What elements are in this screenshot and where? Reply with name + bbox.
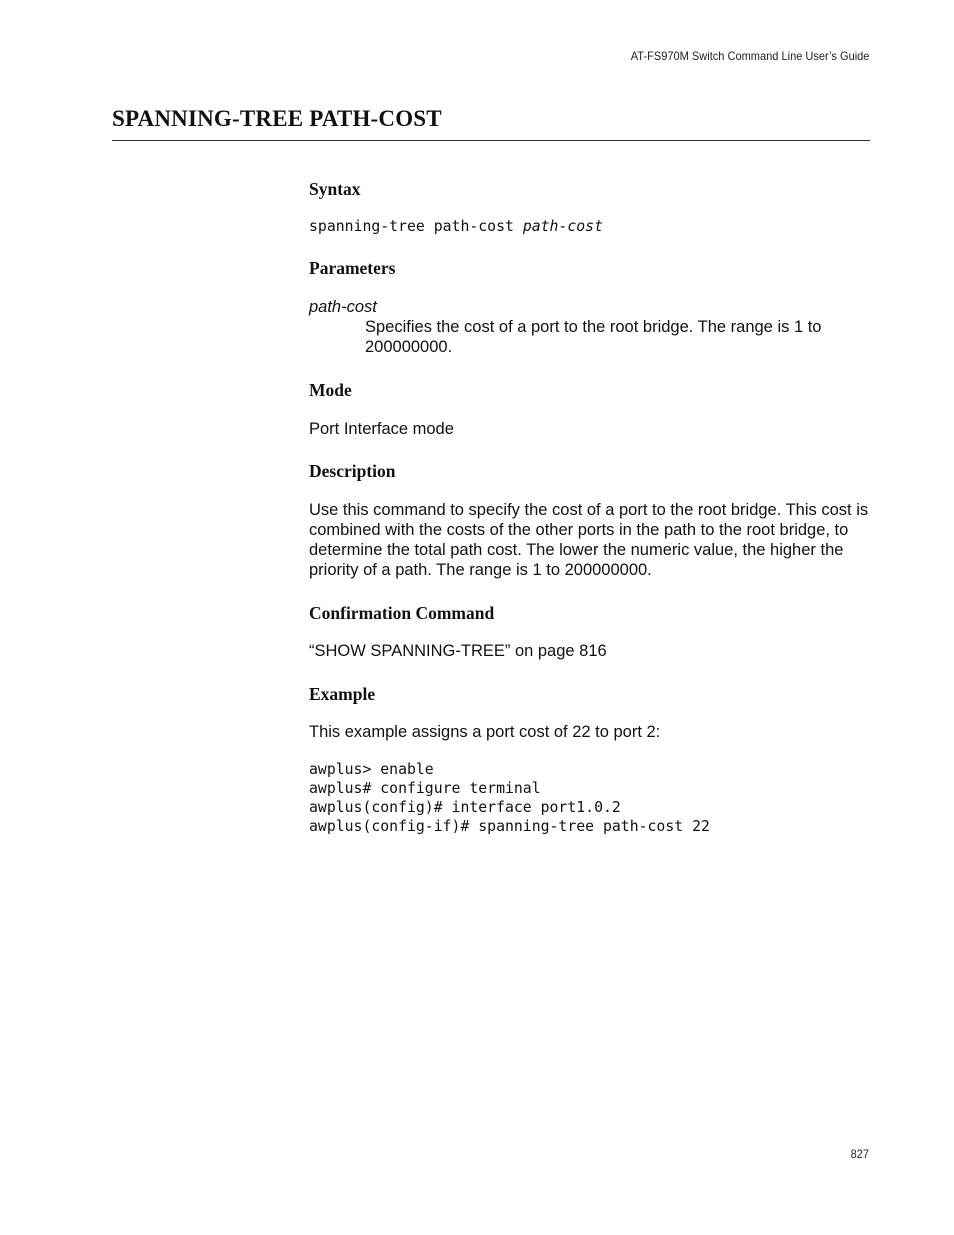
code-line: awplus> enable: [309, 761, 434, 778]
code-line: awplus(config)# interface port1.0.2: [309, 799, 621, 816]
syntax-command: [309, 217, 603, 236]
confirmation-link[interactable]: “SHOW SPANNING-TREE” on page 816: [309, 642, 607, 660]
mode-heading: Mode: [309, 380, 352, 400]
parameter-name: path-cost: [309, 298, 377, 316]
syntax-argument: path-cost: [522, 218, 603, 235]
syntax-command-text: spanning-tree path-cost: [309, 218, 523, 235]
page-title: SPANNING-TREE PATH-COST: [112, 106, 442, 131]
parameter-description: Specifies the cost of a port to the root bridge. The range is 1 to 200000000.: [365, 318, 822, 356]
page-number: 827: [850, 1147, 869, 1161]
mode-text: Port Interface mode: [309, 420, 454, 438]
parameters-heading: Parameters: [309, 258, 396, 278]
syntax-heading: Syntax: [309, 179, 361, 199]
description-text: Use this command to specify the cost of a port to the root bridge. This cost is combined with the costs of the other ports in the path to the root bridge, to determine the total path cost. The lower the numeric value, the higher the priority of a path. The range is 1 to 200000000.: [309, 501, 869, 579]
example-intro: This example assigns a port cost of 22 to port 2:: [309, 723, 661, 741]
description-heading: Description: [309, 461, 396, 481]
example-heading: Example: [309, 684, 376, 704]
running-header: AT-FS970M Switch Command Line User’s Guide: [630, 49, 869, 63]
title-divider: [112, 140, 870, 141]
code-line: awplus# configure terminal: [309, 780, 541, 797]
code-line: awplus(config-if)# spanning-tree path-cost 22: [309, 818, 710, 835]
confirmation-heading: Confirmation Command: [309, 603, 495, 623]
